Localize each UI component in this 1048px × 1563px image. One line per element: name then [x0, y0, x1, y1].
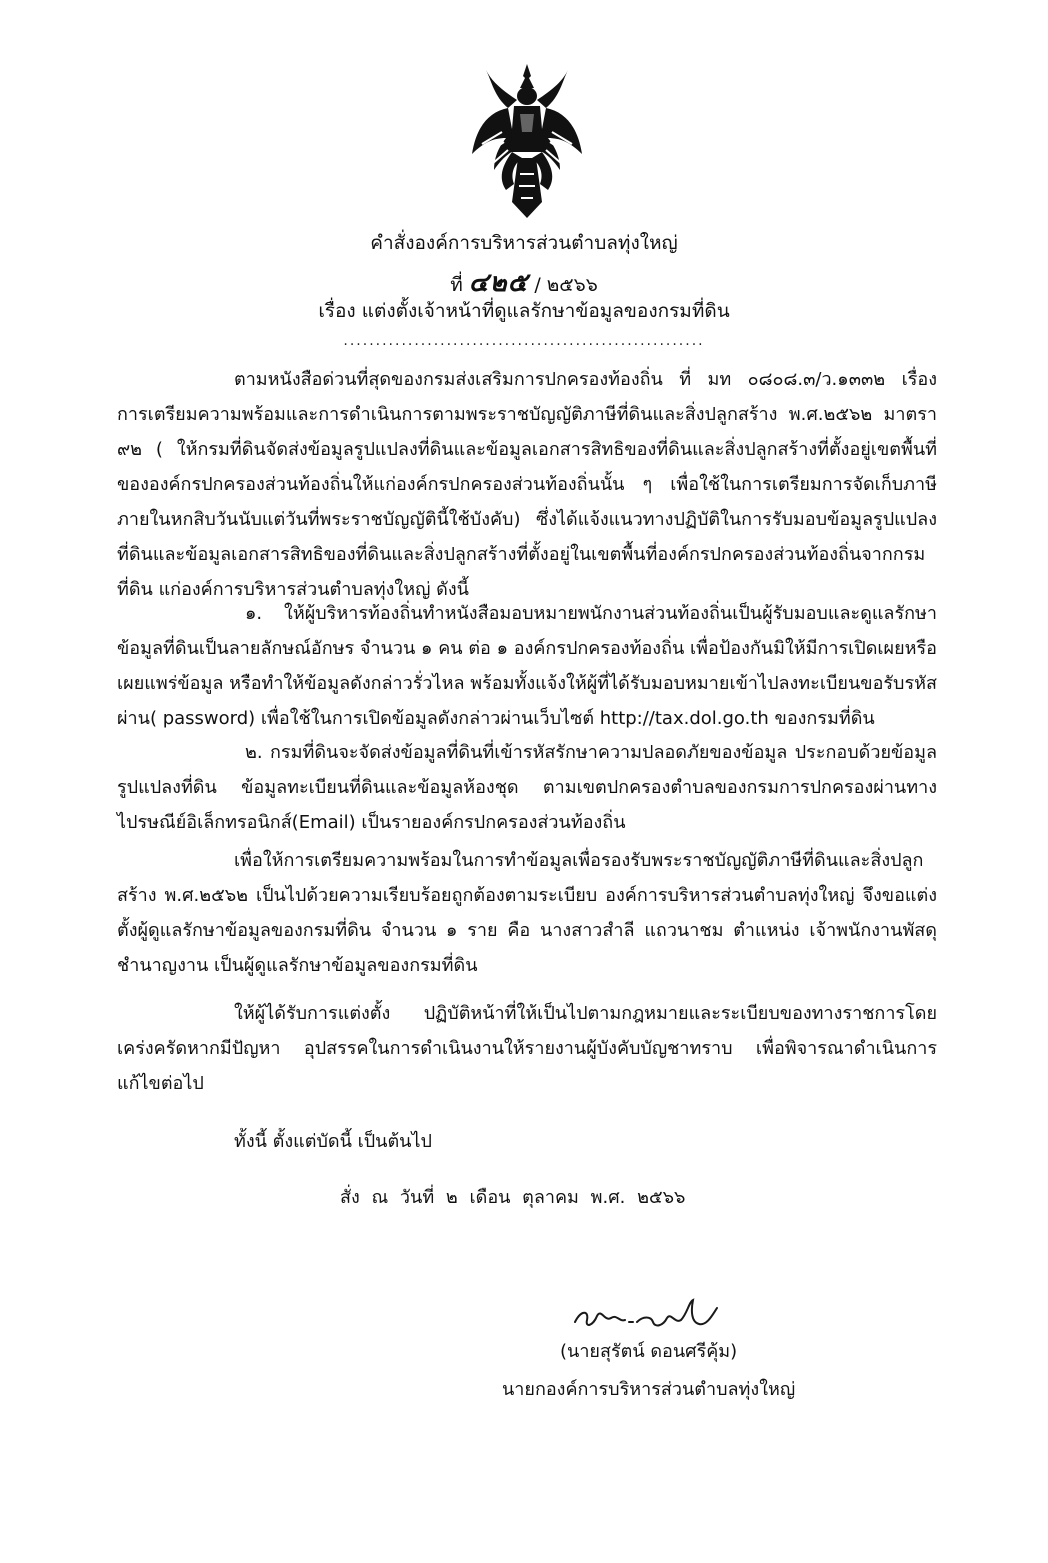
signer-name: (นายสุรัตน์ ดอนศรีคุ้ม): [560, 1341, 738, 1362]
paragraph-item-2: ๒. กรมที่ดินจะจัดส่งข้อมูลที่ดินที่เข้ารหัสรักษาความปลอดภัยของข้อมูล ประกอบด้วยข้อมูลรูปแปลงที่ดิน ข้อมูลทะเบียนที่ดินและข้อมูลห้องชุด ตามเขตปกครองตำบลของกรมการปกครองผ่านทางไปรษณีย์อิเล็กทรอนิกส์(Email) เป็นรายองค์กรปกครองส่วนท้องถิ่น: [117, 742, 937, 833]
order-number-handwritten: ๔๒๕: [468, 268, 529, 298]
paragraph-duties: ให้ผู้ได้รับการแต่งตั้ง ปฏิบัติหน้าที่ให้เป็นไปตามกฎหมายและระเบียบของทางราชการโดยเคร่งครัดหากมีปัญหา อุปสรรคในการดำเนินงานให้รายงานผู้บังคับบัญชาทราบ เพื่อพิจารณาดำเนินการแก้ไขต่อไป: [117, 1003, 937, 1094]
signer-title: นายกองค์การบริหารส่วนตำบลทุ่งใหญ่: [502, 1379, 796, 1400]
effective-statement: ทั้งนี้ ตั้งแต่บัดนี้ เป็นต้นไป: [234, 1131, 432, 1152]
order-subject: เรื่อง แต่งตั้งเจ้าหน้าที่ดูแลรักษาข้อมูลของกรมที่ดิน: [318, 300, 730, 322]
order-date: สั่ง ณ วันที่ ๒ เดือน ตุลาคม พ.ศ. ๒๕๖๖: [340, 1187, 686, 1208]
order-number-prefix: ที่: [450, 274, 463, 296]
paragraph-appointment: เพื่อให้การเตรียมความพร้อมในการทำข้อมูลเพื่อรองรับพระราชบัญญัติภาษีที่ดินและสิ่งปลูกสร้าง พ.ศ.๒๕๖๒ เป็นไปด้วยความเรียบร้อยถูกต้องตามระเบียบ องค์การบริหารส่วนตำบลทุ่งใหญ่ จึงขอแต่งตั้งผู้ดูแลรักษาข้อมูลของกรมที่ดิน จำนวน ๑ ราย คือ นางสาวสำลี แถวนาชม ตำแหน่ง เจ้าพนักงานพัสดุชำนาญงาน เป็นผู้ดูแลรักษาข้อมูลของกรมที่ดิน: [117, 850, 937, 976]
order-title: คำสั่งองค์การบริหารส่วนตำบลทุ่งใหญ่: [370, 232, 678, 254]
garuda-emblem-icon: [468, 62, 586, 222]
order-number-year: / ๒๕๖๖: [534, 274, 598, 296]
handwritten-signature-icon: [567, 1292, 747, 1338]
paragraph-item-1: ๑. ให้ผู้บริหารท้องถิ่นทำหนังสือมอบหมายพนักงานส่วนท้องถิ่นเป็นผู้รับมอบและดูแลรักษาข้อมูลที่ดินเป็นลายลักษณ์อักษร จำนวน ๑ คน ต่อ ๑ องค์กรปกครองท้องถิ่น เพื่อป้องกันมิให้มีการเปิดเผยหรือเผยแพร่ข้อมูล หรือทำให้ข้อมูลดังกล่าวรั่วไหล พร้อมทั้งแจ้งให้ผู้ที่ได้รับมอบหมายเข้าไปลงทะเบียนขอรับรหัสผ่าน( password) เพื่อใช้ในการเปิดข้อมูลดังกล่าวผ่านเว็บไซต์ http://tax.dol.go.th ของกรมที่ดิน: [117, 603, 937, 729]
divider-dots: ........................................................: [343, 333, 705, 349]
paragraph-reference: ตามหนังสือด่วนที่สุดของกรมส่งเสริมการปกครองท้องถิ่น ที่ มท ๐๘๐๘.๓/ว.๑๓๓๒ เรื่อง การเตรียมความพร้อมและการดำเนินการตามพระราชบัญญัติภาษีที่ดินและสิ่งปลูกสร้าง พ.ศ.๒๕๖๒ มาตรา ๙๒ ( ให้กรมที่ดินจัดส่งข้อมูลรูปแปลงที่ดินและข้อมูลเอกสารสิทธิของที่ดินและสิ่งปลูกสร้างที่ตั้งอยู่เขตพื้นที่ขององค์กรปกครองส่วนท้องถิ่นให้แก่องค์กรปกครองส่วนท้องถิ่นนั้น ๆ เพื่อใช้ในการเตรียมการจัดเก็บภาษีภายในหกสิบวันนับแต่วันที่พระราชบัญญัตินี้ใช้บังคับ) ซึ่งได้แจ้งแนวทางปฏิบัติในการรับมอบข้อมูลรูปแปลงที่ดินและข้อมูลเอกสารสิทธิของที่ดินและสิ่งปลูกสร้างที่ตั้งอยู่ในเขตพื้นที่องค์กรปกครองส่วนท้องถิ่นจากกรมที่ดิน แก่องค์การบริหารส่วนตำบลทุ่งใหญ่ ดังนี้: [117, 369, 937, 600]
